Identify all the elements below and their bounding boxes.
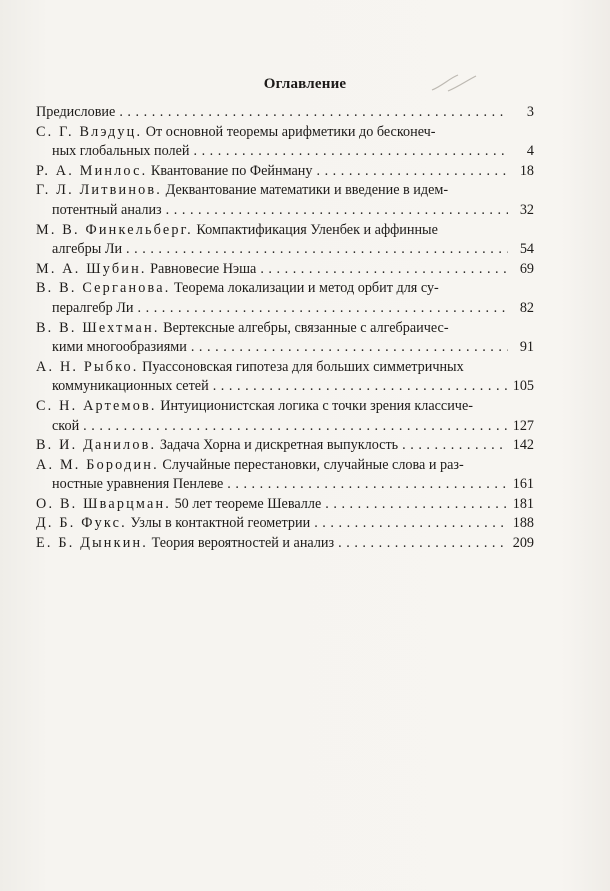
toc-line xyxy=(36,221,534,241)
toc-page-number: 69 xyxy=(519,260,534,277)
toc-title: Интуиционистская логика с точки зрения классиче- xyxy=(160,397,473,414)
toc-entry xyxy=(36,534,534,554)
toc-title: Предисловие xyxy=(36,104,116,120)
toc-entry xyxy=(36,319,534,358)
toc-line xyxy=(36,299,534,319)
toc-page-number: 82 xyxy=(519,299,534,316)
toc-line-text xyxy=(36,221,438,241)
toc-title: ных глобальных полей xyxy=(52,143,190,160)
toc-entry xyxy=(36,436,534,456)
toc-title: коммуникационных сетей xyxy=(52,378,209,395)
toc-title: ностные уравнения Пенлеве xyxy=(52,476,224,493)
toc-line xyxy=(36,436,534,456)
toc-line xyxy=(36,123,534,143)
toc-title: ской xyxy=(52,417,80,434)
toc-author: В. В. Шехтман. xyxy=(36,319,160,336)
toc-title: Случайные перестановки, случайные слова и раз- xyxy=(162,456,464,473)
toc-title: алгебры Ли xyxy=(52,241,123,258)
toc-line xyxy=(36,495,534,515)
toc-title: потентный анализ xyxy=(52,201,162,218)
toc-author: М. В. Финкельберг. xyxy=(36,221,193,238)
toc-line xyxy=(36,103,534,123)
toc-page-number: 188 xyxy=(512,515,534,532)
toc-entry xyxy=(36,397,534,436)
toc-page-number: 32 xyxy=(519,201,534,218)
toc-line-text xyxy=(36,456,464,476)
toc-title: От основной теоремы арифметики до бесконеч- xyxy=(145,123,436,140)
toc-line-text xyxy=(52,417,79,437)
dot-leader xyxy=(260,260,508,280)
toc-line-text xyxy=(36,103,115,123)
toc-line xyxy=(36,456,534,476)
toc-line-text xyxy=(36,181,448,201)
toc-page-number: 127 xyxy=(512,417,534,434)
dot-leader xyxy=(314,514,508,534)
toc-entry xyxy=(36,514,534,534)
toc-line-text xyxy=(52,338,187,358)
toc-line xyxy=(36,201,534,221)
toc-author: В. И. Данилов. xyxy=(36,437,157,454)
toc-entry xyxy=(36,279,534,318)
toc-page-number: 142 xyxy=(512,437,534,454)
toc-line xyxy=(36,319,534,339)
toc-line-text xyxy=(36,514,310,534)
toc-line xyxy=(36,260,534,280)
toc-author: О. В. Шварцман. xyxy=(36,495,172,512)
toc-title: Квантование по Фейнману xyxy=(150,162,313,179)
toc-title: 50 лет теореме Шевалле xyxy=(174,495,322,512)
toc-page-number: 4 xyxy=(526,143,534,160)
toc-title: Узлы в контактной геометрии xyxy=(130,515,311,532)
toc-line xyxy=(36,358,534,378)
toc-page-number: 105 xyxy=(512,378,534,395)
toc-author: Р. А. Минлос. xyxy=(36,162,148,179)
toc-line-text xyxy=(36,279,439,299)
toc-line xyxy=(36,377,534,397)
toc-title: Задача Хорна и дискретная выпуклость xyxy=(159,437,399,454)
toc-line-text xyxy=(36,397,473,417)
toc-entry xyxy=(36,456,534,495)
dot-leader xyxy=(119,103,508,123)
dot-leader xyxy=(166,201,508,221)
table-of-contents xyxy=(36,103,534,554)
toc-author: С. Г. Влэдуц. xyxy=(36,123,143,140)
toc-line xyxy=(36,279,534,299)
toc-title: Компактификация Уленбек и аффинные xyxy=(196,221,438,238)
dot-leader xyxy=(126,240,508,260)
toc-entry xyxy=(36,495,534,515)
toc-author: В. В. Серганова. xyxy=(36,280,171,297)
toc-page-number: 54 xyxy=(519,241,534,258)
dot-leader xyxy=(138,299,509,319)
toc-author: М. А. Шубин. xyxy=(36,260,147,277)
toc-line-text xyxy=(52,475,223,495)
toc-line xyxy=(36,181,534,201)
toc-line-text xyxy=(36,123,436,143)
toc-author: С. Н. Артемов. xyxy=(36,397,157,414)
toc-entry xyxy=(36,162,534,182)
toc-title: Равновесие Нэша xyxy=(150,260,257,277)
toc-line xyxy=(36,417,534,437)
toc-line xyxy=(36,142,534,162)
toc-entry xyxy=(36,123,534,162)
toc-page-number: 209 xyxy=(512,535,534,552)
toc-line xyxy=(36,534,534,554)
toc-line-text xyxy=(36,319,449,339)
toc-line-text xyxy=(36,260,256,280)
toc-title: пералгебр Ли xyxy=(52,299,134,316)
dot-leader xyxy=(193,142,508,162)
toc-entry xyxy=(36,221,534,260)
dot-leader xyxy=(325,495,508,515)
toc-line-text xyxy=(36,358,464,378)
dot-leader xyxy=(191,338,508,358)
toc-line xyxy=(36,475,534,495)
toc-author: Г. Л. Литвинов. xyxy=(36,182,163,199)
toc-line xyxy=(36,338,534,358)
toc-title: Деквантование математики и введение в идем- xyxy=(165,182,449,199)
toc-line-text xyxy=(36,495,321,515)
dot-leader xyxy=(227,475,508,495)
toc-line-text xyxy=(52,201,162,221)
toc-entry xyxy=(36,260,534,280)
toc-line xyxy=(36,162,534,182)
toc-line-text xyxy=(36,534,334,554)
toc-line-text xyxy=(52,240,122,260)
toc-line xyxy=(36,240,534,260)
toc-author: А. Н. Рыбко. xyxy=(36,358,139,375)
toc-title: Вертексные алгебры, связанные с алгебраичес- xyxy=(163,319,449,336)
toc-entry xyxy=(36,103,534,123)
toc-title: Теорема локализации и метод орбит для су- xyxy=(174,280,439,297)
toc-heading: Оглавление xyxy=(263,76,347,92)
toc-author: Д. Б. Фукс. xyxy=(36,515,127,532)
dot-leader xyxy=(83,417,508,437)
toc-line-text xyxy=(52,377,209,397)
toc-line-text xyxy=(52,142,189,162)
toc-line-text xyxy=(52,299,134,319)
dot-leader xyxy=(213,377,508,397)
dot-leader xyxy=(316,162,508,182)
dot-leader xyxy=(402,436,508,456)
toc-page-number: 161 xyxy=(512,476,534,493)
toc-author: А. М. Бородин. xyxy=(36,456,159,473)
toc-page-number: 18 xyxy=(519,162,534,179)
toc-line xyxy=(36,397,534,417)
toc-page-number: 91 xyxy=(519,339,534,356)
toc-line xyxy=(36,514,534,534)
toc-entry xyxy=(36,358,534,397)
toc-title: Пуассоновская гипотеза для больших симметричных xyxy=(142,358,464,375)
toc-page-number: 3 xyxy=(526,104,534,120)
toc-page-number: 181 xyxy=(512,495,534,512)
dot-leader xyxy=(338,534,508,554)
toc-author: Е. Б. Дынкин. xyxy=(36,535,149,552)
toc-line-text xyxy=(36,436,398,456)
toc-title: кими многообразиями xyxy=(52,339,187,356)
toc-line-text xyxy=(36,162,312,182)
toc-title: Теория вероятностей и анализ xyxy=(151,535,335,552)
toc-entry xyxy=(36,181,534,220)
